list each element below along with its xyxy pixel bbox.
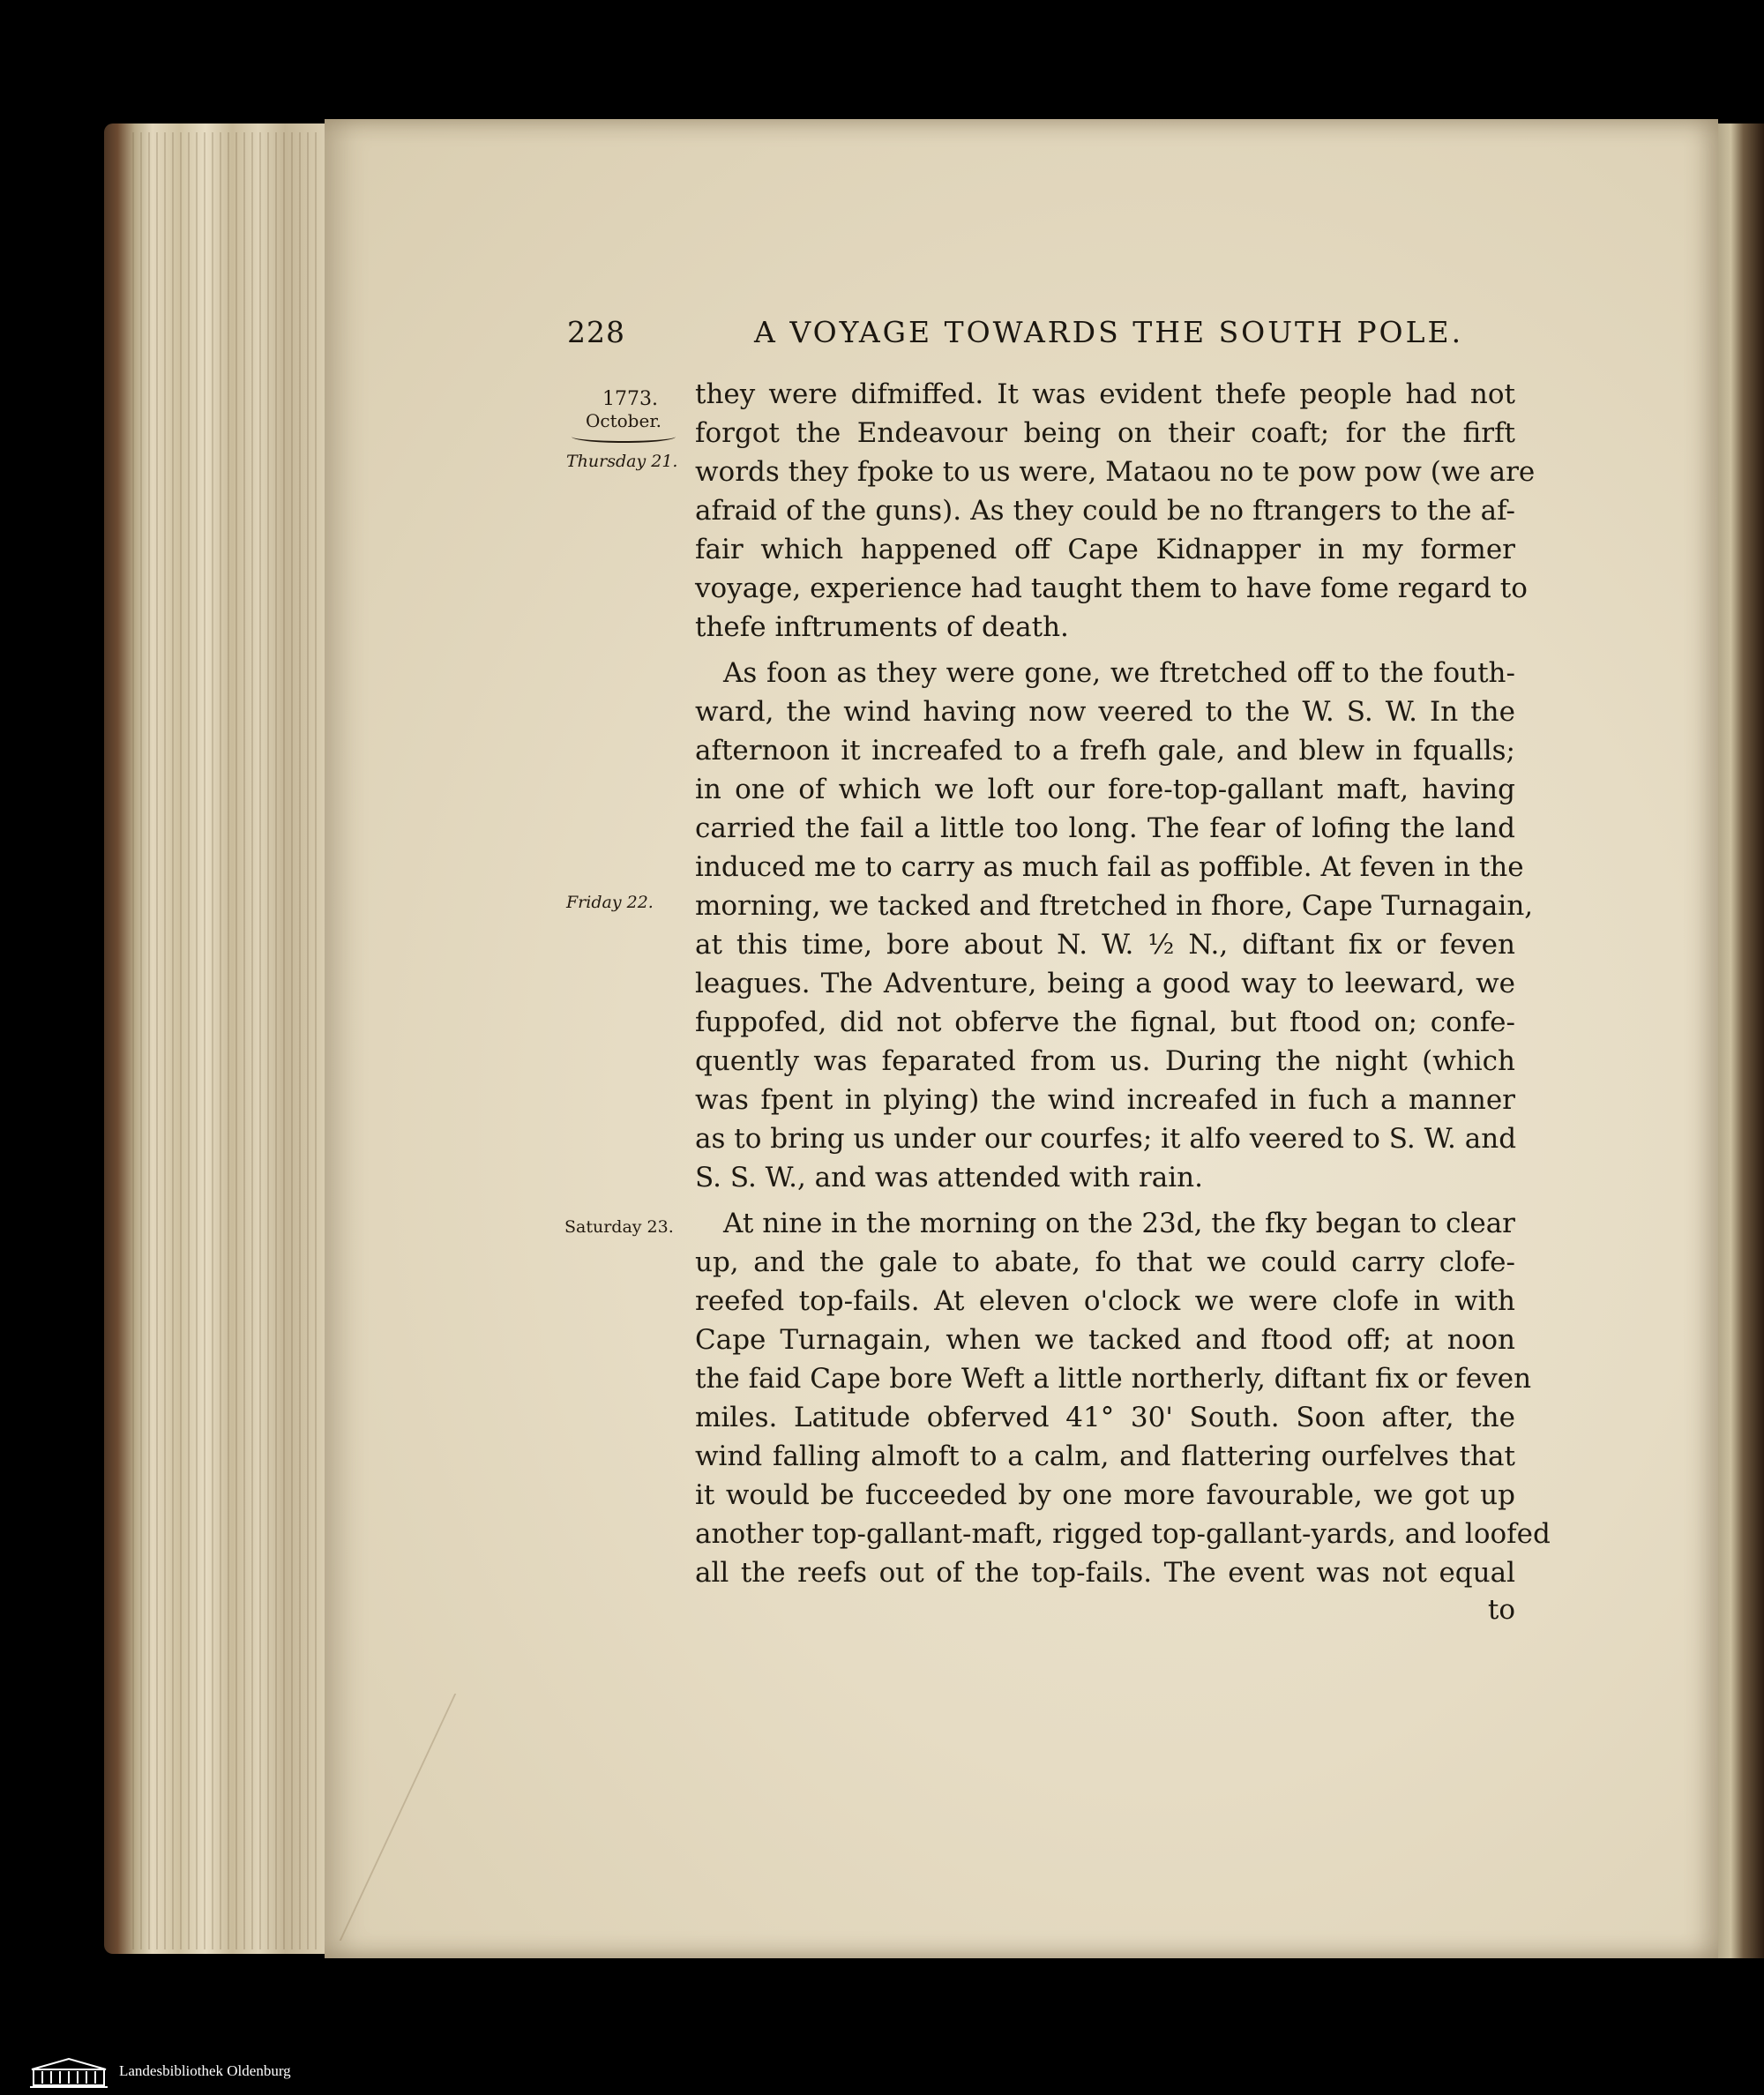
- page-number: 228: [567, 315, 625, 349]
- margin-date-saturday: Saturday 23.: [564, 1217, 674, 1237]
- margin-date-friday: Friday 22.: [566, 893, 654, 912]
- text-line: afternoon it increafed to a frefh gale, and blew in fqualls;: [695, 735, 1515, 767]
- text-line: afraid of the guns). As they could be no ftrangers to the af-: [695, 495, 1515, 527]
- text-line: it would be fucceeded by one more favourable, we got up: [695, 1479, 1515, 1511]
- text-line: induced me to carry as much fail as poffible. At feven in the: [695, 851, 1524, 883]
- library-building-logo-icon: [28, 2057, 109, 2089]
- margin-date-thursday: Thursday 21.: [566, 452, 678, 471]
- text-line: ward, the wind having now veered to the W. S. W. In the: [695, 696, 1515, 728]
- text-line: at this time, bore about N. W. ½ N., diftant fix or feven: [695, 929, 1515, 961]
- text-line: leagues. The Adventure, being a good way to leeward, we: [695, 968, 1515, 999]
- page-stack-lines: [132, 132, 318, 1949]
- text-line: up, and the gale to abate, fo that we could carry clofe-: [695, 1246, 1515, 1278]
- text-line: reefed top-fails. At eleven o'clock we were clofe in with: [695, 1285, 1515, 1317]
- running-title: A VOYAGE TOWARDS THE SOUTH POLE.: [754, 315, 1464, 349]
- library-name: Landesbibliothek Oldenburg: [119, 2062, 291, 2079]
- catchword: to: [1487, 1594, 1515, 1626]
- text-line: words they fpoke to us were, Mataou no te pow pow (we are: [695, 456, 1536, 488]
- text-line: S. S. W., and was attended with rain.: [695, 1162, 1203, 1193]
- text-line: wind falling almoft to a calm, and flattering ourfelves that: [695, 1440, 1515, 1472]
- text-line: forgot the Endeavour being on their coaft; for the firft: [695, 417, 1515, 449]
- text-line: voyage, experience had taught them to have fome regard to: [695, 572, 1528, 604]
- text-line: morning, we tacked and ftretched in fhore, Cape Turnagain,: [695, 890, 1534, 922]
- text-line: quently was feparated from us. During the night (which: [695, 1045, 1515, 1077]
- text-line: in one of which we loft our fore-top-gallant maft, having: [695, 774, 1515, 805]
- running-head: [0, 315, 1764, 359]
- margin-brace: [572, 430, 676, 443]
- margin-year: 1773.: [602, 388, 658, 410]
- text-line: At nine in the morning on the 23d, the fky began to clear: [723, 1208, 1515, 1239]
- text-line: miles. Latitude obferved 41° 30' South. Soon after, the: [695, 1402, 1515, 1433]
- text-line: was fpent in plying) the wind increafed in fuch a manner: [695, 1084, 1515, 1116]
- text-line: Cape Turnagain, when we tacked and ftood off; at noon: [695, 1324, 1515, 1356]
- text-line: thefe inftruments of death.: [695, 611, 1069, 643]
- text-line: all the reefs out of the top-fails. The event was not equal: [695, 1557, 1515, 1589]
- text-line: fair which happened off Cape Kidnapper in my former: [695, 534, 1515, 565]
- text-line: As foon as they were gone, we ftretched off to the fouth-: [723, 657, 1515, 689]
- book-page-edge-right: [1713, 123, 1764, 1958]
- margin-month: October.: [586, 410, 662, 431]
- text-line: fuppofed, did not obferve the fignal, but ftood on; confe-: [695, 1006, 1515, 1038]
- text-line: they were difmiffed. It was evident thefe people had not: [695, 378, 1515, 410]
- text-line: carried the fail a little too long. The fear of lofing the land: [695, 812, 1515, 844]
- text-line: another top-gallant-maft, rigged top-gallant-yards, and loofed: [695, 1518, 1551, 1550]
- text-line: the faid Cape bore Weft a little northerly, diftant fix or feven: [695, 1363, 1532, 1395]
- text-line: as to bring us under our courfes; it alfo veered to S. W. and: [695, 1123, 1517, 1155]
